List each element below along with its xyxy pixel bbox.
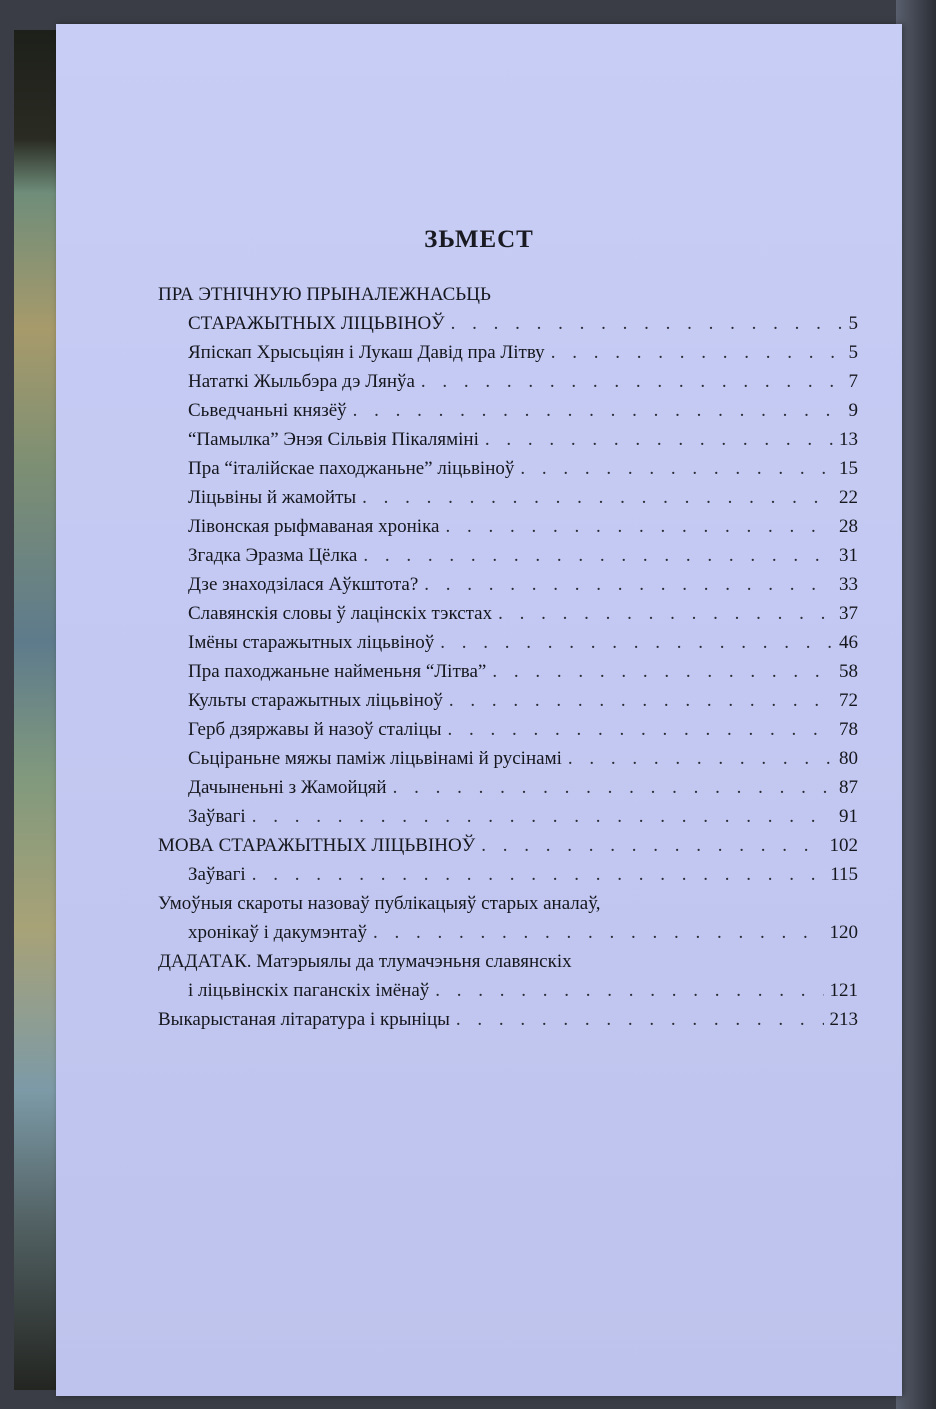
toc-line (158, 512, 858, 541)
toc-entry-title: Герб дзяржавы й назоў сталіцы (188, 719, 442, 740)
toc-line (158, 802, 858, 831)
toc-page-number: 28 (839, 516, 858, 537)
dot-leader (492, 657, 833, 686)
toc-entry-title: Пра паходжаньне найменьня “Літва” (188, 661, 487, 682)
toc-entry (158, 425, 858, 454)
toc-line (158, 773, 858, 802)
toc-entry-title: Умоўныя скароты назоваў публікацыяў старых аналаў, (158, 893, 601, 914)
toc-line (158, 396, 858, 425)
toc-entry (158, 1005, 858, 1034)
toc-entry (158, 860, 858, 889)
toc-page-number: 5 (848, 313, 858, 334)
toc-line (158, 309, 858, 338)
dot-leader (551, 338, 843, 367)
toc-line (158, 483, 858, 512)
toc-entry-title: хронікаў і дакумэнтаў (188, 922, 367, 943)
dot-leader (449, 686, 833, 715)
toc-entry-title: Сьціраньне мяжы паміж ліцьвінамі й русінамі (188, 748, 562, 769)
toc-line (158, 889, 858, 918)
toc-entry-title: і ліцьвінскіх паганскіх імёнаў (188, 980, 430, 1001)
toc-entry (158, 570, 858, 599)
toc-entry-title: Заўвагі (188, 806, 246, 827)
toc-page-number: 5 (848, 342, 858, 363)
book-page (56, 24, 902, 1396)
toc-page-number: 72 (839, 690, 858, 711)
page-title: ЗЬМЕСТ (424, 226, 534, 253)
dot-leader (456, 1005, 824, 1034)
toc-line (158, 541, 858, 570)
toc-entry-title: Сьведчаньні князёў (188, 400, 347, 421)
toc-page-number: 15 (839, 458, 858, 479)
toc-page-number: 13 (839, 429, 858, 450)
toc-line (158, 686, 858, 715)
toc-entry-title: Лівонская рыфмаваная хроніка (188, 516, 440, 537)
toc-entry (158, 280, 858, 338)
toc-line (158, 280, 858, 309)
toc-page-number: 102 (829, 835, 858, 856)
dot-leader (485, 425, 833, 454)
toc-page-number: 78 (839, 719, 858, 740)
toc-page-number: 91 (839, 806, 858, 827)
toc-entry-title: Дачыненьні з Жамойцяй (188, 777, 387, 798)
toc-entry-title: Дзе знаходзілася Аўкштота? (188, 574, 419, 595)
dot-leader (448, 715, 833, 744)
toc-entry-title: ДАДАТАК. Матэрыялы да тлумачэньня славянскіх (158, 951, 572, 972)
toc-entry (158, 744, 858, 773)
toc-line (158, 976, 858, 1005)
toc-page-number: 9 (848, 400, 858, 421)
toc-line (158, 570, 858, 599)
dot-leader (393, 773, 833, 802)
dot-leader (363, 541, 833, 570)
toc-entry (158, 657, 858, 686)
toc-entry (158, 483, 858, 512)
toc-page-number: 33 (839, 574, 858, 595)
toc-page-number: 121 (829, 980, 858, 1001)
dot-leader (252, 860, 825, 889)
dot-leader (445, 512, 833, 541)
toc-page-number: 115 (830, 864, 858, 885)
toc-entry-title: Пра “італійскае паходжаньне” ліцьвіноў (188, 458, 515, 479)
toc-entry (158, 686, 858, 715)
toc-line (158, 425, 858, 454)
toc-page-number: 120 (829, 922, 858, 943)
toc-line (158, 947, 858, 976)
toc-entry (158, 512, 858, 541)
toc-line (158, 715, 858, 744)
dot-leader (520, 454, 833, 483)
toc-line (158, 918, 858, 947)
toc-page-number: 37 (839, 603, 858, 624)
dot-leader (451, 309, 843, 338)
background-edge (896, 0, 936, 1409)
toc-entry-title: Ліцьвіны й жамойты (188, 487, 357, 508)
dot-leader (498, 599, 833, 628)
dot-leader (568, 744, 833, 773)
toc-page-number: 7 (848, 371, 858, 392)
toc-entry (158, 454, 858, 483)
toc-entry (158, 396, 858, 425)
toc-entry-title: Згадка Эразма Цёлка (188, 545, 358, 566)
dot-leader (440, 628, 833, 657)
dot-leader (252, 802, 833, 831)
toc-page-number: 87 (839, 777, 858, 798)
toc-entry (158, 599, 858, 628)
toc-page-number: 213 (829, 1009, 858, 1030)
dot-leader (435, 976, 823, 1005)
toc-entry (158, 773, 858, 802)
toc-entry-title: Культы старажытных ліцьвіноў (188, 690, 443, 711)
toc-line (158, 367, 858, 396)
toc-entry-title: Япіскап Хрысьціян і Лукаш Давід пра Літву (188, 342, 545, 363)
dot-leader (353, 396, 843, 425)
toc-page-number: 31 (839, 545, 858, 566)
toc-entry (158, 889, 858, 947)
toc-line (158, 628, 858, 657)
toc-entry-title: Выкарыстаная літаратура і крыніцы (158, 1009, 450, 1030)
toc-entry (158, 802, 858, 831)
toc-line (158, 338, 858, 367)
table-of-contents (158, 280, 858, 1034)
toc-entry-title: ПРА ЭТНІЧНУЮ ПРЫНАЛЕЖНАСЬЦЬ (158, 284, 491, 305)
toc-line (158, 599, 858, 628)
toc-entry-title: МОВА СТАРАЖЫТНЫХ ЛІЦЬВІНОЎ (158, 835, 476, 856)
toc-entry-title: Заўвагі (188, 864, 246, 885)
toc-line (158, 1005, 858, 1034)
toc-line (158, 860, 858, 889)
toc-page-number: 58 (839, 661, 858, 682)
toc-entry (158, 367, 858, 396)
toc-entry (158, 715, 858, 744)
dot-leader (362, 483, 833, 512)
toc-page-number: 46 (839, 632, 858, 653)
dot-leader (421, 367, 843, 396)
toc-entry (158, 628, 858, 657)
dot-leader (373, 918, 824, 947)
toc-line (158, 657, 858, 686)
toc-entry-title: Нататкі Жыльбэра дэ Лянўа (188, 371, 415, 392)
dot-leader (481, 831, 823, 860)
toc-line (158, 831, 858, 860)
toc-entry (158, 338, 858, 367)
toc-entry (158, 831, 858, 860)
toc-page-number: 22 (839, 487, 858, 508)
toc-entry (158, 947, 858, 1005)
toc-page-number: 80 (839, 748, 858, 769)
toc-entry-title: Славянскія словы ў лацінскіх тэкстах (188, 603, 493, 624)
toc-line (158, 744, 858, 773)
toc-entry-title: СТАРАЖЫТНЫХ ЛІЦЬВІНОЎ (188, 313, 445, 334)
toc-entry-title: Імёны старажытных ліцьвіноў (188, 632, 435, 653)
toc-entry-title: “Памылка” Энэя Сільвія Пікаляміні (188, 429, 479, 450)
toc-entry (158, 541, 858, 570)
toc-line (158, 454, 858, 483)
dot-leader (424, 570, 833, 599)
